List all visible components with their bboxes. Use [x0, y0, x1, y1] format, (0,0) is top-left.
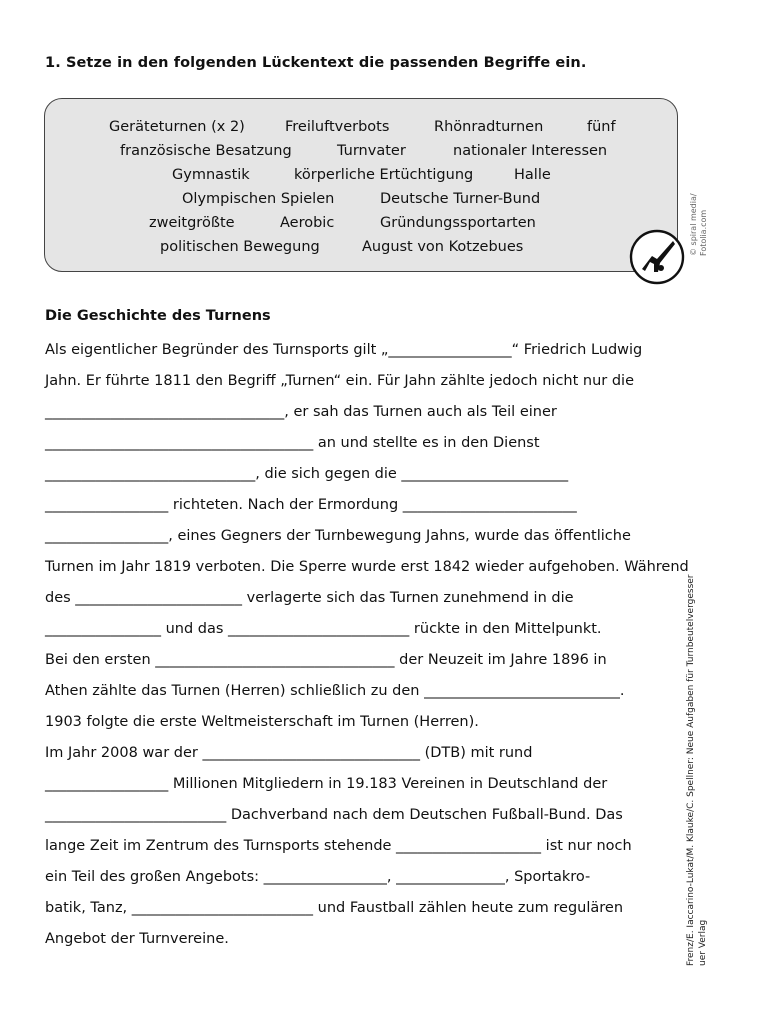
word-bank-item: Olympischen Spielen: [182, 191, 335, 207]
word-bank-item: Turnvater: [337, 143, 406, 159]
word-bank-item: Gründungssportarten: [380, 215, 536, 231]
word-bank-item: Rhönradturnen: [434, 119, 544, 135]
text-line: ________________ und das _________________________ rückte in den Mittelpunkt.: [45, 621, 602, 637]
text-line: _____________________________________ an und stellte es in den Dienst: [45, 435, 540, 451]
text-line: _________________ richteten. Nach der Ermordung ________________________: [45, 497, 577, 513]
text-line: Jahn. Er führte 1811 den Begriff „Turnen“ ein. Für Jahn zählte jedoch nicht nur die: [45, 373, 635, 389]
text-line: Bei den ersten _________________________________ der Neuzeit im Jahre 1896 in: [45, 652, 607, 668]
word-bank-item: politischen Bewegung: [160, 239, 320, 255]
text-line: ein Teil des großen Angebots: _________________, _______________, Sportakro-: [45, 869, 591, 885]
word-bank-box: [44, 98, 678, 272]
text-line: _________________________ Dachverband nach dem Deutschen Fußball-Bund. Das: [45, 807, 623, 823]
text-line: des _______________________ verlagerte sich das Turnen zunehmend in die: [45, 590, 574, 606]
gymnast-icon: [628, 228, 686, 286]
word-bank-item: Gymnastik: [172, 167, 250, 183]
text-line: lange Zeit im Zentrum des Turnsports stehende ____________________ ist nur noch: [45, 838, 632, 854]
side-credit: [686, 574, 726, 980]
task-instruction: 1. Setze in den folgenden Lückentext die passenden Begriffe ein.: [45, 55, 587, 71]
text-line: Athen zählte das Turnen (Herren) schließlich zu den ___________________________.: [45, 683, 625, 699]
text-line: Angebot der Turnvereine.: [45, 931, 229, 947]
text-line: _________________________________, er sah das Turnen auch als Teil einer: [45, 404, 557, 420]
text-line: batik, Tanz, _________________________ und Faustball zählen heute zum regulären: [45, 900, 624, 916]
section-title: Die Geschichte des Turnens: [45, 308, 271, 324]
photo-credit-line: Fotolia.com: [699, 209, 708, 256]
text-line: _____________________________, die sich gegen die _______________________: [45, 466, 569, 482]
word-bank-item: zweitgrößte: [149, 215, 235, 231]
word-bank-item: Halle: [514, 167, 551, 183]
text-line: Als eigentlicher Begründer des Turnsports gilt „_________________“ Friedrich Ludwig: [45, 342, 643, 358]
word-bank-item: Aerobic: [280, 215, 335, 231]
text-line: _________________ Millionen Mitgliedern in 19.183 Vereinen in Deutschland der: [45, 776, 608, 792]
side-credit-line: Frenz/E. Iaccarino-Lukat/M. Klauke/C. Spellner: Neue Aufgaben für Turnbeutelvergesser: [686, 574, 696, 966]
text-line: Turnen im Jahr 1819 verboten. Die Sperre wurde erst 1842 wieder aufgehoben. Während: [45, 559, 689, 575]
side-credit-line: uer Verlag: [698, 919, 708, 966]
text-line: _________________, eines Gegners der Turnbewegung Jahns, wurde das öffentliche: [45, 528, 631, 544]
word-bank-item: fünf: [587, 119, 616, 135]
text-line: Im Jahr 2008 war der ______________________________ (DTB) mit rund: [45, 745, 533, 761]
word-bank-item: August von Kotzebues: [362, 239, 524, 255]
word-bank-item: Geräteturnen (x 2): [109, 119, 245, 135]
word-bank-item: Deutsche Turner-Bund: [380, 191, 541, 207]
word-bank-item: Freiluftverbots: [285, 119, 390, 135]
photo-credit-line: © spiral media/: [689, 193, 698, 256]
text-line: 1903 folgte die erste Weltmeisterschaft im Turnen (Herren).: [45, 714, 479, 730]
word-bank-item: nationaler Interessen: [453, 143, 608, 159]
word-bank-item: französische Besatzung: [120, 143, 292, 159]
word-bank-item: körperliche Ertüchtigung: [294, 167, 474, 183]
photo-credit: [689, 178, 717, 258]
